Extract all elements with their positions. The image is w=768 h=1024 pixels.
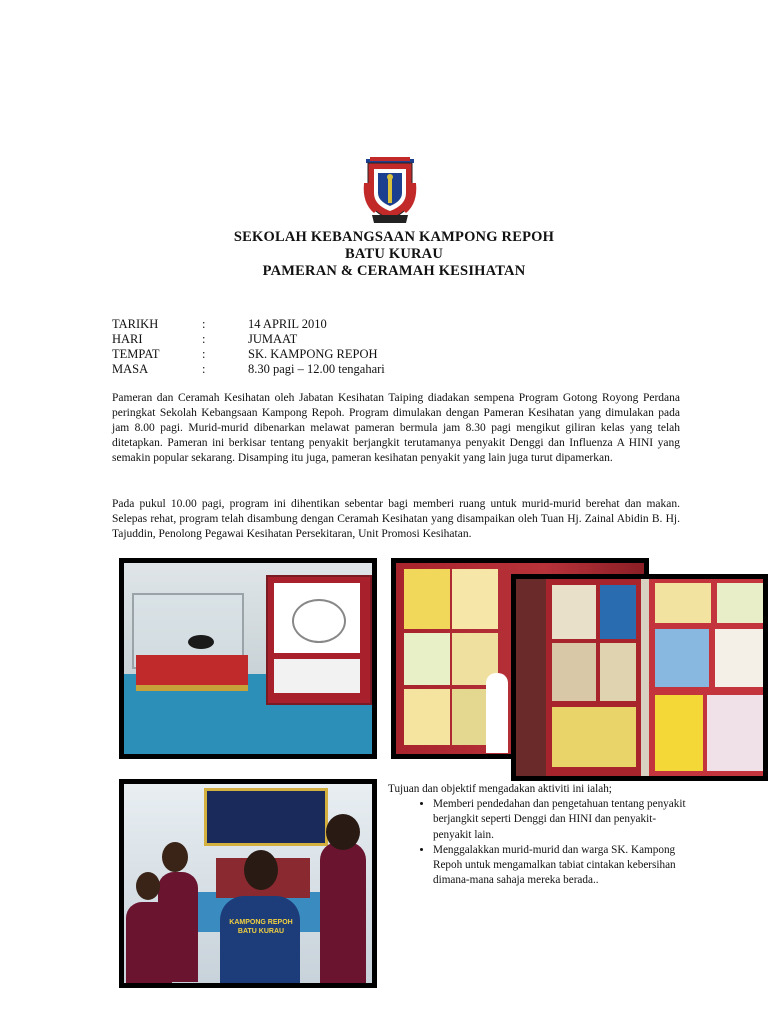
shirt-print-text (224, 918, 298, 936)
shirt-text-town: BATU KURAU (237, 928, 285, 935)
event-title-heading: PAMERAN & CERAMAH KESIHATAN (262, 263, 526, 279)
paragraph-exhibition: Pameran dan Ceramah Kesihatan oleh Jabatan Kesihatan Taiping diadakan sempena Program Gotong Royong Perdana peringkat Sekolah Kebangsaan Kampong Repoh. Program dimulakan dengan Pameran Kesihatan yang dimulakan pada jam 8.00 pagi. Murid-murid dibenarkan melawat pameran bermula jam 8.30 pagi mengikut giliran kelas yang telah ditetapkan. Pameran ini berkisar tentang penyakit berjangkit terutamanya penyakit Denggi dan Influenza A HINI yang semakin popular sekarang. Disamping itu juga, pameran kesihatan penyakit yang lain juga turut dipamerkan. (112, 392, 680, 465)
info-value: 8.30 pagi – 12.00 tengahari (248, 362, 385, 376)
info-value: JUMAAT (248, 332, 298, 346)
photo-poster-boards (511, 574, 768, 781)
objectives-intro: Tujuan dan objektif mengadakan aktiviti ini ialah; (388, 783, 612, 795)
objectives-list (388, 797, 688, 888)
info-colon: : (202, 362, 206, 376)
objective-item: • Memberi pendedahan dan pengetahuan tentang penyakit berjangkit seperti Denggi dan HINI dan penyakit-penyakit lain. (433, 797, 688, 843)
school-name-heading: SEKOLAH KEBANGSAAN KAMPONG REPOH (233, 229, 555, 245)
objective-item: • Menggalakkan murid-murid dan warga SK. Kampong Repoh untuk mengamalkan tabiat cintakan kebersihan dimana-mana sahaja mereka berada.. (433, 843, 688, 889)
info-colon: : (202, 317, 206, 331)
objectives-section (388, 782, 688, 888)
info-value: 14 APRIL 2010 (248, 317, 327, 331)
info-label: TEMPAT (112, 347, 160, 361)
school-crest-logo (360, 153, 420, 225)
info-label: HARI (112, 332, 143, 346)
info-value: SK. KAMPONG REPOH (248, 347, 378, 361)
info-label: TARIKH (112, 317, 159, 331)
info-colon: : (202, 332, 206, 346)
info-colon: : (202, 347, 206, 361)
shirt-text-school: KAMPONG REPOH (229, 919, 293, 926)
paragraph-talk: Pada pukul 10.00 pagi, program ini dihentikan sebentar bagi memberi ruang untuk murid-murid berehat dan makan. Selepas rehat, program telah disambung dengan Ceramah Kesihatan yang disampaikan oleh Tuan Hj. Zainal Abidin B. Hj. Tajuddin, Penolong Pegawai Kesihatan Persekitaran, Unit Promosi Kesihatan. (112, 498, 680, 541)
location-heading: BATU KURAU (345, 246, 443, 262)
info-label: MASA (112, 362, 149, 376)
photo-students-at-exhibit (119, 779, 377, 988)
photo-exhibit-boxes (119, 558, 377, 759)
